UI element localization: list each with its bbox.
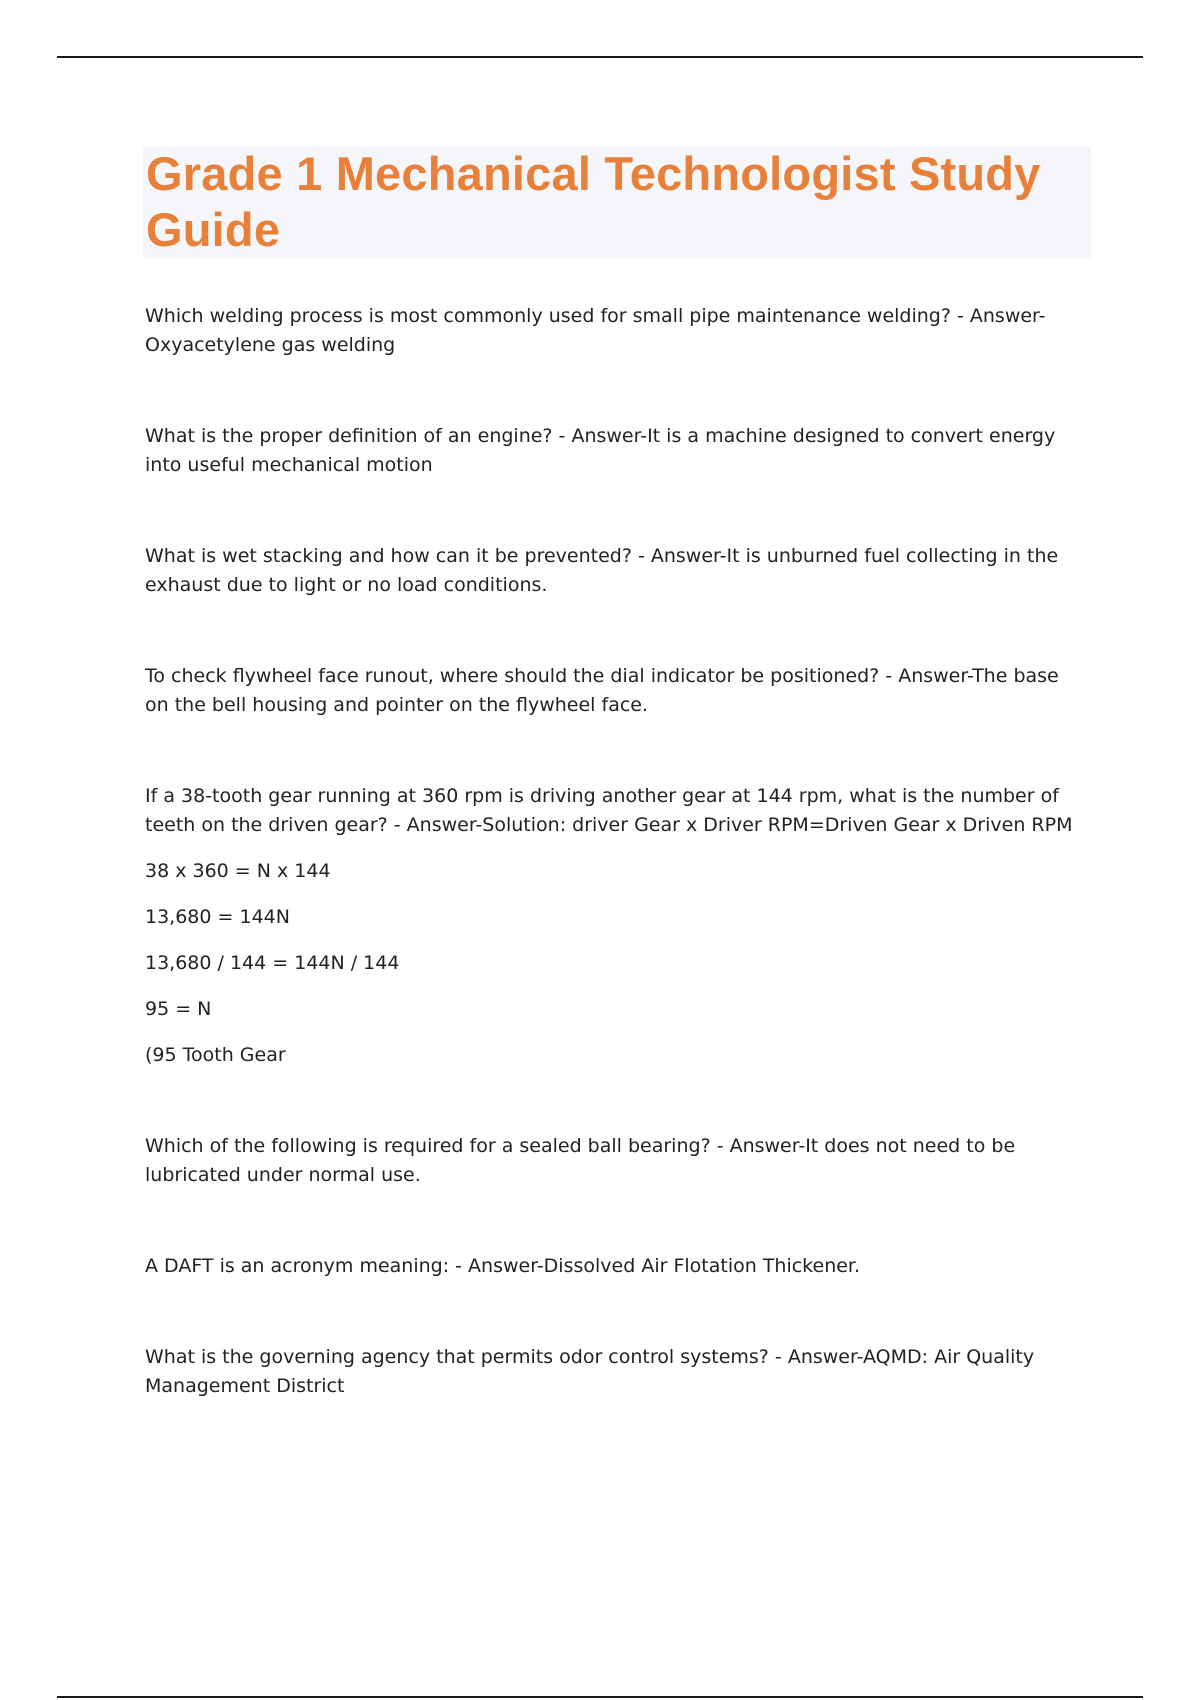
document-title: Grade 1 Mechanical Technologist Study Guide: [146, 147, 1041, 256]
bottom-rule: [57, 1696, 1143, 1698]
qa-item-odor-agency: What is the governing agency that permits odor control systems? - Answer-AQMD: Air Quality Management District: [145, 1346, 1035, 1397]
qa-item-flywheel: To check flywheel face runout, where should the dial indicator be positioned? - Answer-The base on the bell housing and pointer on the flywheel face.: [145, 665, 1059, 716]
calculation-line: 13,680 = 144N: [145, 906, 290, 928]
qa-item-daft: A DAFT is an acronym meaning: - Answer-Dissolved Air Flotation Thickener.: [145, 1255, 861, 1277]
qa-item-bearing: Which of the following is required for a sealed ball bearing? - Answer-It does not need to be lubricated under normal use.: [145, 1135, 1016, 1186]
document-body: [145, 302, 1085, 1401]
qa-item-wet-stacking: What is wet stacking and how can it be prevented? - Answer-It is unburned fuel collecting in the exhaust due to light or no load conditions.: [145, 545, 1059, 596]
top-rule: [57, 56, 1143, 58]
title-banner: [143, 146, 1091, 258]
calculation-line: 13,680 / 144 = 144N / 144: [145, 952, 400, 974]
qa-item-engine: What is the proper definition of an engine? - Answer-It is a machine designed to convert energy into useful mechanical motion: [145, 425, 1056, 476]
calculation-result: (95 Tooth Gear: [145, 1044, 286, 1066]
qa-item-welding: Which welding process is most commonly used for small pipe maintenance welding? - Answer-Oxyacetylene gas welding: [145, 305, 1046, 356]
calculation-line: 95 = N: [145, 998, 212, 1020]
calculation-line: 38 x 360 = N x 144: [145, 860, 331, 882]
qa-item-gear: If a 38-tooth gear running at 360 rpm is driving another gear at 144 rpm, what is the number of teeth on the driven gear? - Answer-Solution: driver Gear x Driver RPM=Driven Gear x Driven RPM: [145, 785, 1073, 836]
